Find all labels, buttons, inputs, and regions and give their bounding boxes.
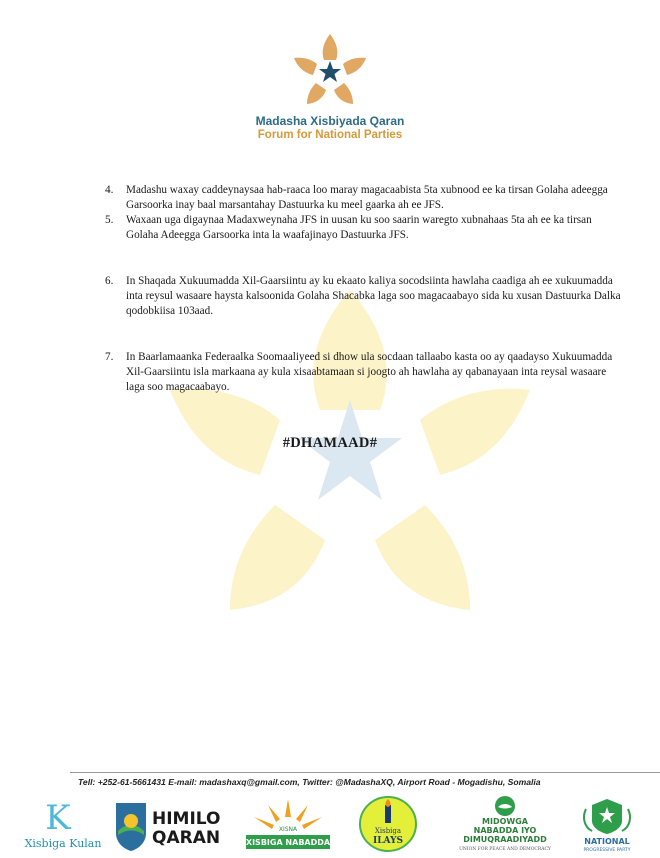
ilays-line1: Xisbiga — [374, 827, 402, 835]
resolution-list — [105, 183, 625, 395]
contact-info: Tell: +252-61-5661431 E-mail: madashaxq@gmail.com, Twitter: @MadashaXQ, Airport Road - Mogadishu, Somalia — [78, 777, 541, 787]
item-number: 5. — [105, 214, 114, 226]
org-name-english: Forum for National Parties — [257, 129, 403, 141]
himilo-line2: QARAN — [152, 828, 221, 848]
nabadda-logo-icon — [238, 795, 338, 853]
item-text: In Baarlamaanka Federaalka Soomaaliyeed si dhow ula socdaan tallaabo kasta oo ay qaadayso Xukuumadda Xil-Gaarsiintu isla markaana ay kula xisaabtamaan si joogto ah hawlaha ay qabanayaan inta reysal wasaare laga soo magacaabayo. — [126, 351, 613, 393]
footer-divider — [70, 772, 660, 773]
list-item — [105, 350, 625, 395]
ilays-logo-icon — [356, 795, 420, 853]
letterhead — [0, 30, 660, 141]
forum-logo-icon — [290, 30, 370, 110]
midowga-line3: DIMUQRAADIYADD — [463, 835, 547, 844]
himilo-line1: HIMILO — [152, 809, 221, 829]
national-line1: NATIONAL — [584, 837, 630, 846]
midowga-logo-icon — [444, 795, 566, 853]
list-item — [105, 274, 625, 319]
ilays-line2: ILAYS — [373, 836, 403, 846]
party-logo-nabadda — [238, 795, 338, 853]
national-logo-icon — [576, 795, 638, 853]
himilo-logo-icon — [112, 795, 232, 853]
national-line2: PROGRESSIVE PARTY — [583, 848, 631, 853]
org-name-somali: Madasha Xisbiyada Qaran — [255, 114, 405, 128]
item-text: Madashu waxay caddeynaysaa hab-raaca loo maray magacaabista 5ta xubnood ee ka tirsan Golaha adeegga Garsoorka inay baal marsantahay Dastuurka ku meel gaarka ah ee JFS. — [126, 184, 608, 211]
midowga-line1: MIDOWGA — [482, 817, 528, 826]
party-logo-himilo — [112, 795, 232, 853]
kulan-monogram: K — [45, 798, 71, 838]
kulan-logo-icon — [18, 795, 108, 853]
list-item — [105, 213, 625, 243]
midowga-line2: NABADDA IYO — [473, 826, 537, 835]
midowga-line4: UNION FOR PEACE AND DEMOCRACY — [459, 847, 551, 852]
nabadda-name: XISBIGA NABADDA — [245, 838, 331, 847]
item-number: 4. — [105, 184, 114, 196]
list-item — [105, 183, 625, 213]
party-logo-kulan — [18, 795, 108, 853]
item-number: 6. — [105, 275, 114, 287]
party-logos — [0, 795, 660, 853]
nabadda-top: XISNA — [278, 826, 298, 833]
item-text: In Shaqada Xukuumadda Xil-Gaarsiintu ay ku ekaato kaliya socodsiinta hawlaha caadiga ah ee xukuumadda inta reysul wasaare haysta kalsoonida Golaha Shacabka laga soo magacaabayo sida ku xusan Dastuurka Dalka qodobkiisa 103aad. — [126, 275, 621, 317]
closing-mark: #DHAMAAD# — [282, 435, 378, 451]
kulan-name: Xisbiga Kulan — [24, 837, 102, 850]
party-logo-midowga — [444, 795, 566, 853]
item-text: Waxaan uga digaynaa Madaxweynaha JFS in uusan ku soo saarin waregto xubnahaas 5ta ah ee ka tirsan Golaha Adeegga Garsoorka inta la waafajinayo Dastuurka JFS. — [126, 214, 592, 241]
party-logo-ilays — [356, 795, 420, 853]
item-number: 7. — [105, 351, 114, 363]
party-logo-national — [576, 795, 638, 853]
